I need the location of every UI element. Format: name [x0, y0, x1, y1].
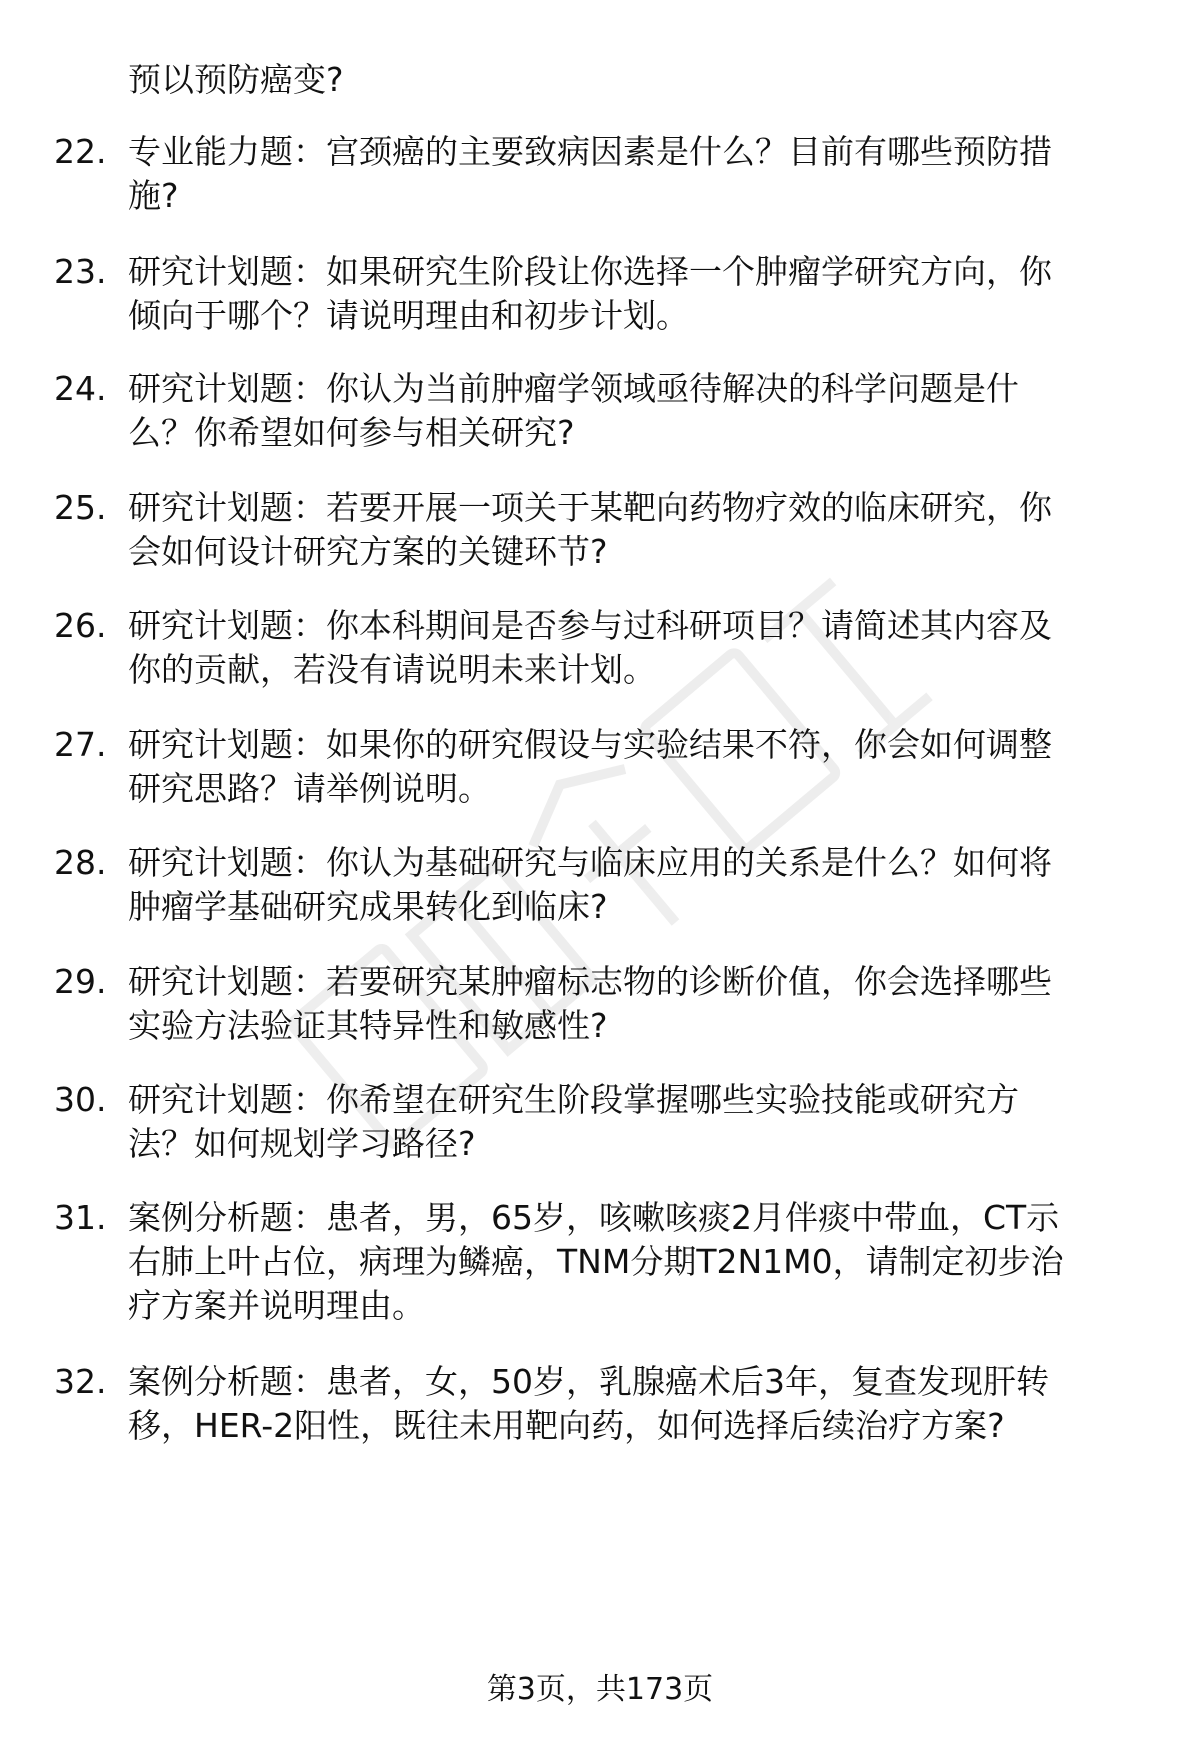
item-number: 25.: [54, 488, 107, 527]
item-text-line: 研究计划题：你认为基础研究与临床应用的关系是什么？如何将: [128, 843, 1052, 882]
item-text-line: 研究计划题：你希望在研究生阶段掌握哪些实验技能或研究方: [128, 1080, 1019, 1119]
item-text-line: 移，HER-2阳性，既往未用靶向药，如何选择后续治疗方案?: [128, 1406, 1005, 1445]
item-text-line: 么？你希望如何参与相关研究?: [128, 413, 575, 452]
item-text-line: 疗方案并说明理由。: [128, 1286, 425, 1325]
item-number: 24.: [54, 369, 107, 408]
item-text-line: 案例分析题：患者，女，50岁，乳腺癌术后3年，复查发现肝转: [128, 1362, 1049, 1401]
page-footer: 第3页，共173页: [486, 1672, 714, 1707]
item-number: 29.: [54, 962, 107, 1001]
item-text-line: 右肺上叶占位，病理为鳞癌，TNM分期T2N1M0，请制定初步治: [128, 1242, 1064, 1281]
item-text-line: 你的贡献，若没有请说明未来计划。: [128, 650, 656, 689]
item-text-line: 研究计划题：若要研究某肿瘤标志物的诊断价值，你会选择哪些: [128, 962, 1052, 1001]
item-text-line: 施?: [128, 176, 179, 215]
item-number: 31.: [54, 1198, 107, 1237]
item-number: 26.: [54, 606, 107, 645]
continuation-line: 预以预防癌变?: [128, 60, 344, 99]
item-text-line: 专业能力题：宫颈癌的主要致病因素是什么？目前有哪些预防措: [128, 132, 1052, 171]
item-number: 28.: [54, 843, 107, 882]
item-text-line: 实验方法验证其特异性和敏感性?: [128, 1006, 608, 1045]
item-number: 32.: [54, 1362, 107, 1401]
item-text-line: 研究思路？请举例说明。: [128, 769, 491, 808]
item-number: 27.: [54, 725, 107, 764]
item-text-line: 研究计划题：你本科期间是否参与过科研项目？请简述其内容及: [128, 606, 1052, 645]
item-text-line: 研究计划题：你认为当前肿瘤学领域亟待解决的科学问题是什: [128, 369, 1019, 408]
item-number: 23.: [54, 252, 107, 291]
item-text-line: 研究计划题：如果研究生阶段让你选择一个肿瘤学研究方向，你: [128, 252, 1052, 291]
item-text-line: 研究计划题：若要开展一项关于某靶向药物疗效的临床研究，你: [128, 488, 1052, 527]
item-number: 30.: [54, 1080, 107, 1119]
item-text-line: 研究计划题：如果你的研究假设与实验结果不符，你会如何调整: [128, 725, 1052, 764]
item-text-line: 案例分析题：患者，男，65岁，咳嗽咳痰2月伴痰中带血，CT示: [128, 1198, 1060, 1237]
item-text-line: 肿瘤学基础研究成果转化到临床?: [128, 887, 608, 926]
item-text-line: 倾向于哪个？请说明理由和初步计划。: [128, 296, 689, 335]
item-text-line: 法？如何规划学习路径?: [128, 1124, 476, 1163]
item-text-line: 会如何设计研究方案的关键环节?: [128, 532, 608, 571]
item-number: 22.: [54, 132, 107, 171]
